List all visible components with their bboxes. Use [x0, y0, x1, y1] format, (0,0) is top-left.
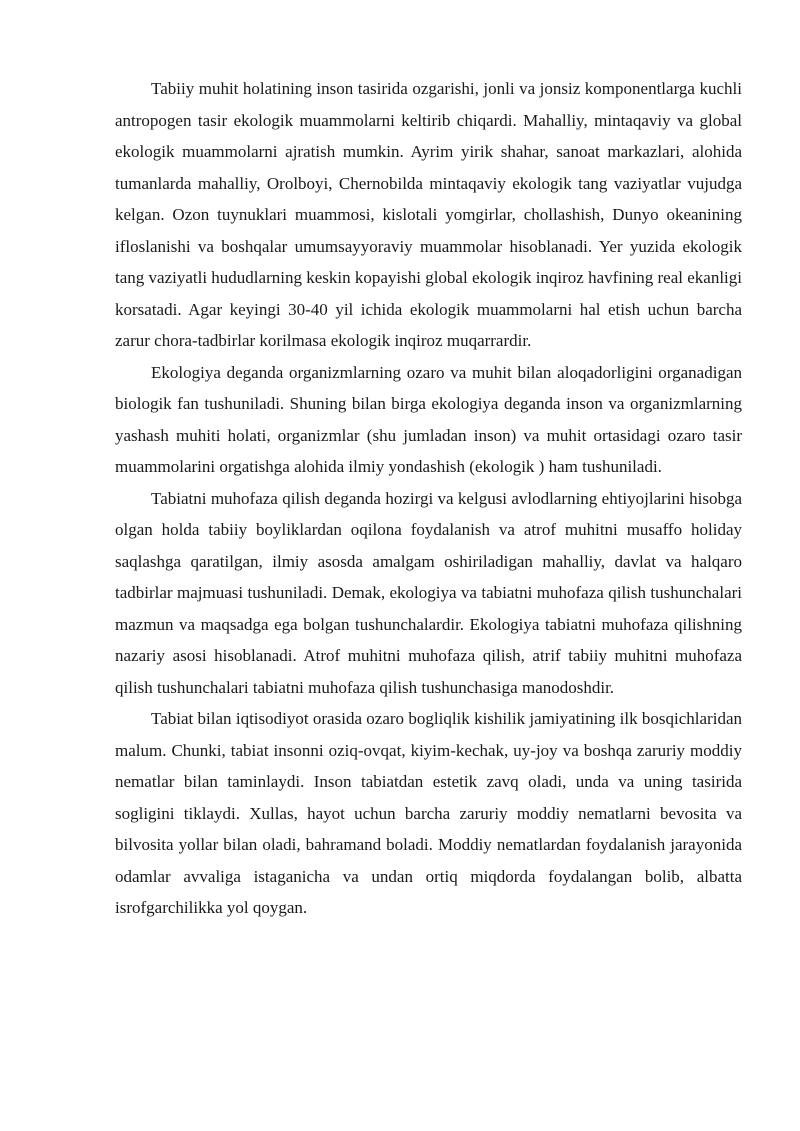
paragraph-3: Tabiatni muhofaza qilish deganda hozirgi va kelgusi avlodlarning ehtiyojlarini hisobga olgan holda tabiiy boyliklardan oqilona foydalanish va atrof muhitni musaffo holiday saqlashga qaratilgan, ilmiy asosda amalgam oshiriladigan mahalliy, davlat va halqaro tadbirlar majmuasi tushuniladi. Demak, ekologiya va tabiatni muhofaza qilish tushunchalari mazmun va maqsadga ega bolgan tushunchalardir. Ekologiya tabiatni muhofaza qilishning nazariy asosi hisoblanadi. Atrof muhitni muhofaza qilish, atrif tabiiy muhitni muhofaza qilish tushunchalari tabiatni muhofaza qilish tushunchasiga manodoshdir.	[115, 488, 742, 697]
paragraph-4: Tabiat bilan iqtisodiyot orasida ozaro bogliqlik kishilik jamiyatining ilk bosqichlaridan malum. Chunki, tabiat insonni oziq-ovqat, kiyim-kechak, uy-joy va boshqa zaruriy moddiy nematlar bilan taminlaydi. Inson tabiatdan estetik zavq oladi, unda va uning tasirida sogligini tiklaydi. Xullas, hayot uchun barcha zaruriy moddiy nematlarni bevosita va bilvosita yollar bilan oladi, bahramand boladi. Moddiy nematlardan foydalanish jarayonida odamlar avvaliga istaganicha va undan ortiq miqdorda foydalangan bolib, albatta isrofgarchilikka yol qoygan.	[115, 709, 742, 917]
document-page	[115, 73, 742, 924]
paragraph-1: Tabiiy muhit holatining inson tasirida ozgarishi, jonli va jonsiz komponentlarga kuchli antropogen tasir ekologik muammolarni keltirib chiqardi. Mahalliy, mintaqaviy va global ekologik muammolarni ajratish mumkin. Ayrim yirik shahar, sanoat markazlari, alohida tumanlarda mahalliy, Orolboyi, Chernobilda mintaqaviy ekologik tang vaziyatlar vujudga kelgan. Ozon tuynuklari muammosi, kislotali yomgirlar, chollashish, Dunyo okeanining ifloslanishi va boshqalar umumsayyoraviy muammolar hisoblanadi. Yer yuzida ekologik tang vaziyatli hududlarning keskin kopayishi global ekologik inqiroz havfining real ekanligi korsatadi. Agar keyingi 30-40 yil ichida ekologik muammolarni hal etish uchun barcha zarur chora-tadbirlar korilmasa ekologik inqiroz muqarrardir.	[115, 79, 742, 350]
paragraph-2: Ekologiya deganda organizmlarning ozaro va muhit bilan aloqadorligini organadigan biologik fan tushuniladi. Shuning bilan birga ekologiya deganda inson va organizmlarning yashash muhiti holati, organizmlar (shu jumladan inson) va muhit ortasidagi ozaro tasir muammolarini orgatishga alohida ilmiy yondashish (ekologik ) ham tushuniladi.	[115, 362, 742, 476]
